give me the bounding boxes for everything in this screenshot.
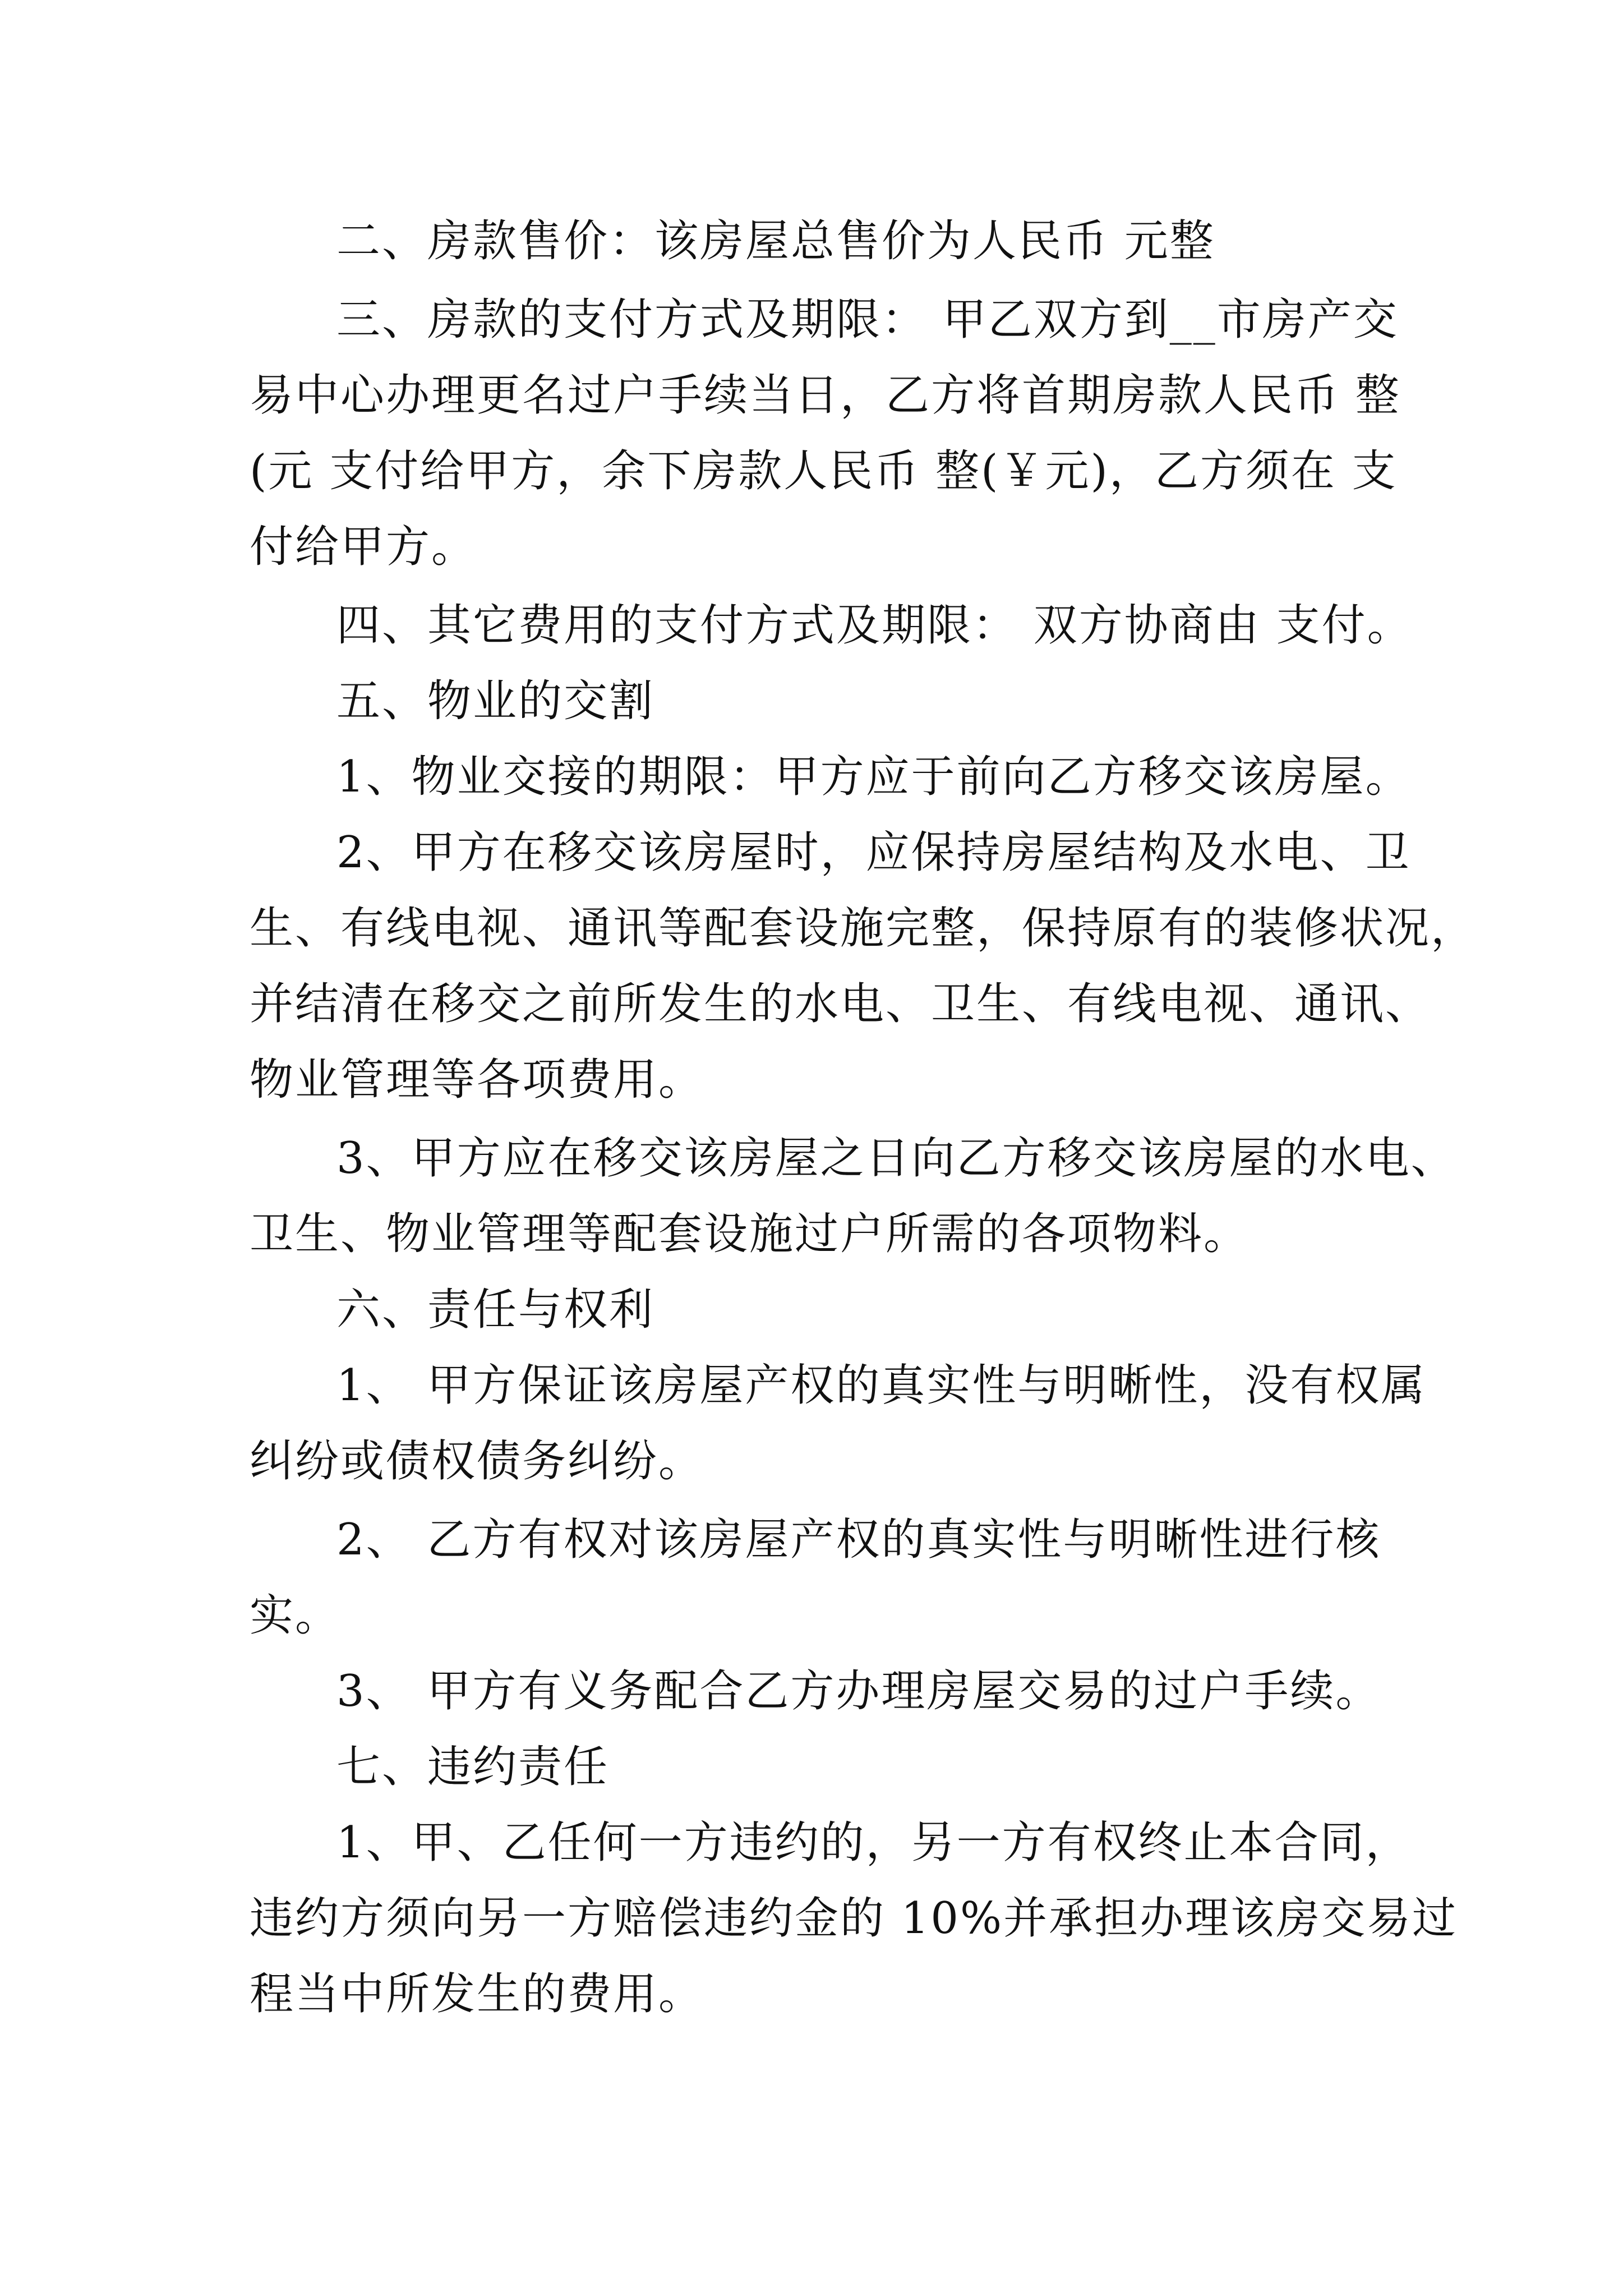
- text-line: 付给甲方。: [250, 522, 477, 572]
- text-line: 七、违约责任: [336, 1742, 610, 1792]
- text-line: 3、 甲方有义务配合乙方办理房屋交易的过户手续。: [336, 1666, 1381, 1717]
- text-line: 四、其它费用的支付方式及期限： 双方协商由 支付。: [336, 600, 1413, 651]
- text-line: 卫生、物业管理等配套设施过户所需的各项物料。: [250, 1209, 1249, 1259]
- text-line: (元 支付给甲方，余下房款人民币 整(￥元)，乙方须在 支: [250, 446, 1398, 496]
- text-line: 二、房款售价：该房屋总售价为人民币 元整: [336, 216, 1215, 266]
- text-line: 1、物业交接的期限：甲方应于前向乙方移交该房屋。: [336, 752, 1411, 802]
- text-line: 违约方须向另一方赔偿违约金的 10%并承担办理该房交易过: [250, 1893, 1458, 1944]
- text-line: 三、房款的支付方式及期限： 甲乙双方到__市房产交: [336, 295, 1399, 345]
- text-line: 生、有线电视、通讯等配套设施完整，保持原有的装修状况，: [250, 903, 1477, 954]
- text-line: 并结清在移交之前所发生的水电、卫生、有线电视、通讯、: [250, 979, 1431, 1029]
- text-line: 1、 甲方保证该房屋产权的真实性与明晰性，没有权属: [336, 1360, 1427, 1411]
- text-line: 易中心办理更名过户手续当日，乙方将首期房款人民币 整: [250, 370, 1401, 421]
- text-line: 1、甲、乙任何一方违约的，另一方有权终止本合同，: [336, 1818, 1411, 1868]
- text-line: 六、责任与权利: [336, 1285, 655, 1335]
- text-line: 2、甲方在移交该房屋时，应保持房屋结构及水电、卫: [336, 827, 1411, 878]
- text-line: 物业管理等各项费用。: [250, 1055, 704, 1105]
- text-line: 程当中所发生的费用。: [250, 1969, 704, 2019]
- text-line: 3、甲方应在移交该房屋之日向乙方移交该房屋的水电、: [336, 1133, 1456, 1184]
- text-line: 2、 乙方有权对该房屋产权的真实性与明晰性进行核: [336, 1515, 1381, 1565]
- text-line: 实。: [250, 1590, 341, 1641]
- text-line: 纠纷或债权债务纠纷。: [250, 1436, 704, 1487]
- text-line: 五、物业的交割: [336, 676, 655, 726]
